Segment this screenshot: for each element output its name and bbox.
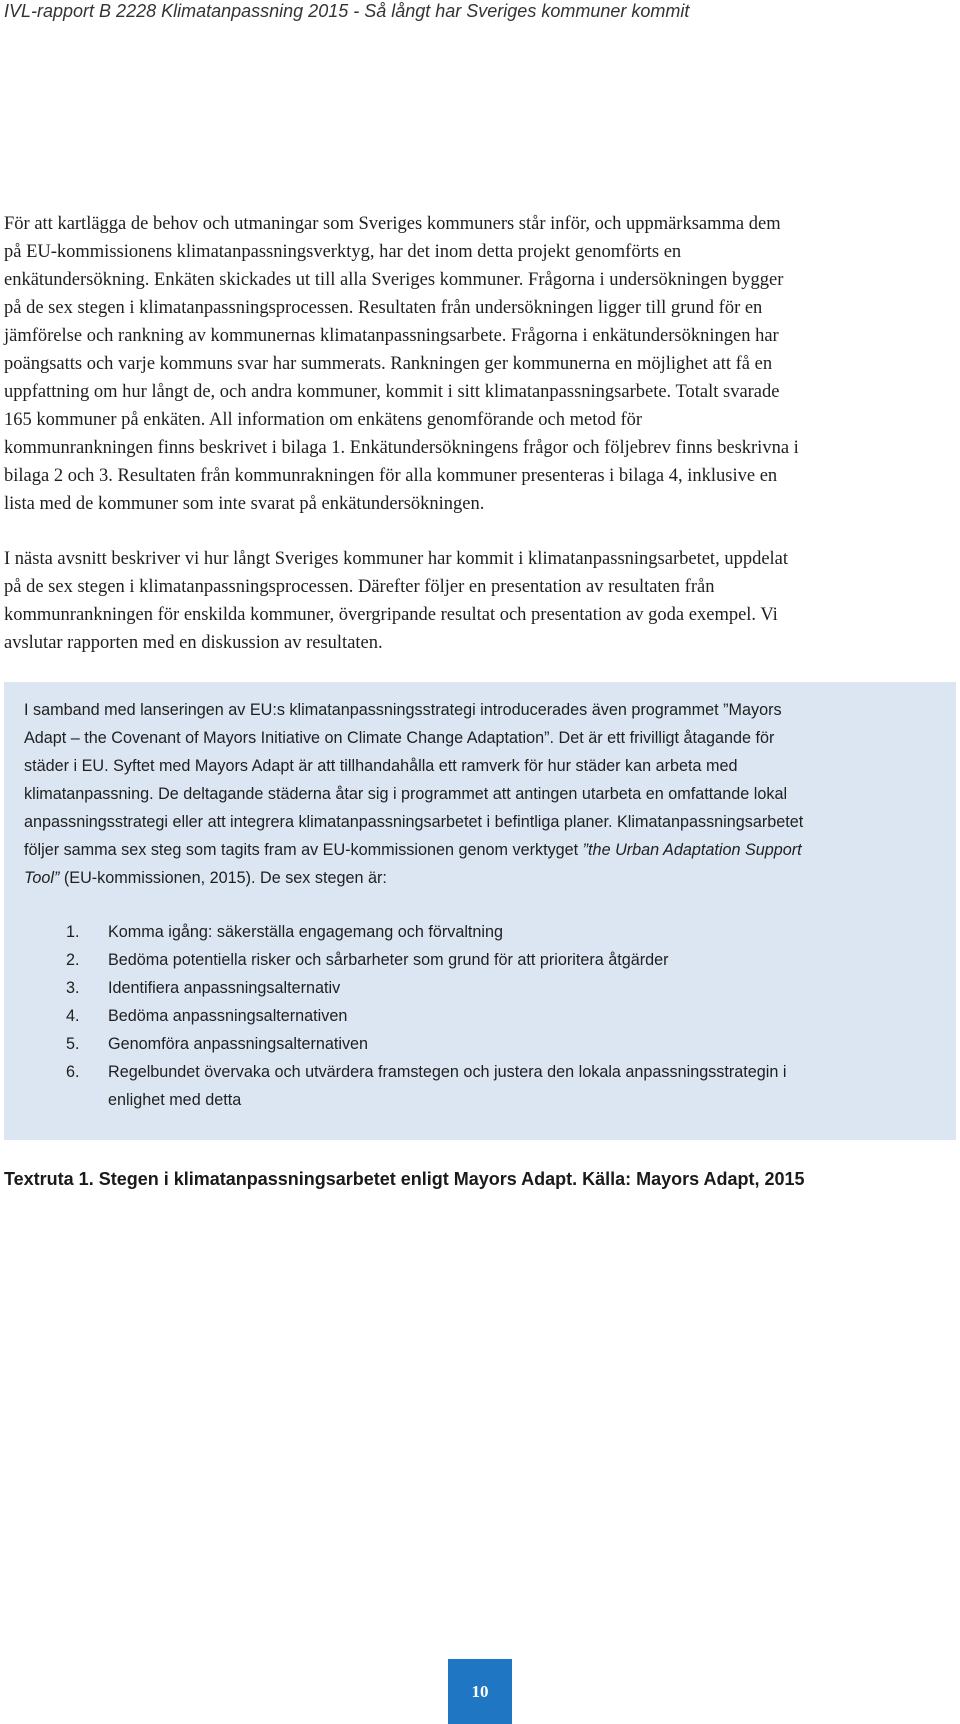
paragraph-line: kommunrankningen för enskilda kommuner, övergripande resultat och presentation av goda exempel. Vi (4, 605, 778, 625)
paragraph-line: I nästa avsnitt beskriver vi hur långt Sveriges kommuner har kommit i klimatanpassningsarbetet, uppdelat (4, 549, 789, 569)
step-number: 3. (66, 979, 80, 997)
paragraph-report-outline (4, 545, 954, 657)
paragraph-line: avslutar rapporten med en diskussion av resultaten. (4, 633, 383, 653)
paragraph-survey-intro (4, 210, 954, 518)
step-number: 6. (66, 1063, 80, 1081)
textbox-line: anpassningsstrategi eller att integrera klimatanpassningsarbetet i befintliga planer. Klimatanpassningsarbetet (24, 813, 804, 831)
step-text (108, 1030, 944, 1058)
paragraph-line: 165 kommuner på enkäten. All information om enkätens genomförande och metod för (4, 410, 643, 430)
paragraph-line: poängsatts och varje kommuns svar har summerats. Rankningen ger kommunerna en möjlighet att få en (4, 354, 773, 374)
step-line: Identifiera anpassningsalternativ (108, 979, 341, 997)
paragraph-line: lista med de kommuner som inte svarat på enkätundersökningen. (4, 494, 485, 514)
step-number: 1. (66, 923, 80, 941)
list-item (24, 1030, 944, 1058)
list-item (24, 1058, 944, 1114)
page-number: 10 (448, 1659, 512, 1724)
paragraph-line: på de sex stegen i klimatanpassningsprocessen. Därefter följer en presentation av resultaten från (4, 577, 715, 597)
step-line: enlighet med detta (108, 1091, 242, 1109)
textbox-text: följer samma sex steg som tagits fram av EU-kommissionen genom verktyget (24, 841, 583, 859)
step-line: Bedöma potentiella risker och sårbarheter som grund för att prioritera åtgärder (108, 951, 669, 969)
paragraph-line: enkätundersökning. Enkäten skickades ut till alla Sveriges kommuner. Frågorna i undersökningen bygger (4, 270, 784, 290)
paragraph-line: jämförelse och rankning av kommunernas klimatanpassningsarbete. Frågorna i enkätundersökningen har (4, 326, 779, 346)
textbox-line: klimatanpassning. De deltagande städerna åtar sig i programmet att antingen utarbeta en omfattande lokal (24, 785, 788, 803)
step-line: Bedöma anpassningsalternativen (108, 1007, 348, 1025)
paragraph-line: på de sex stegen i klimatanpassningsprocessen. Resultaten från undersökningen ligger till grund för en (4, 298, 763, 318)
paragraph-line: uppfattning om hur långt de, och andra kommuner, kommit i sitt klimatanpassningsarbete. Totalt svarade (4, 382, 780, 402)
step-line: Genomföra anpassningsalternativen (108, 1035, 369, 1053)
step-number: 5. (66, 1035, 80, 1053)
step-number: 2. (66, 951, 80, 969)
textbox-line: I samband med lanseringen av EU:s klimatanpassningsstrategi introducerades även programmet ”Mayors (24, 701, 782, 719)
paragraph-line: på EU-kommissionens klimatanpassningsverktyg, har det inom detta projekt genomförts en (4, 242, 682, 262)
step-text (108, 918, 944, 946)
textbox-line (24, 836, 944, 864)
tool-name-italic: Tool” (24, 869, 60, 887)
step-text (108, 1058, 944, 1114)
steps-list (24, 918, 944, 1114)
list-item (24, 918, 944, 946)
textbox-line: Adapt – the Covenant of Mayors Initiative on Climate Change Adaptation”. Det är ett frivilligt åtagande för (24, 729, 775, 747)
step-line: Regelbundet övervaka och utvärdera framstegen och justera den lokala anpassningsstrategin i (108, 1063, 787, 1081)
list-item (24, 946, 944, 974)
textbox-caption: Textruta 1. Stegen i klimatanpassningsarbetet enligt Mayors Adapt. Källa: Mayors Adapt, 2015 (4, 1169, 805, 1189)
step-text (108, 1002, 944, 1030)
step-line: Komma igång: säkerställa engagemang och förvaltning (108, 923, 504, 941)
textbox-text: (EU-kommissionen, 2015). De sex stegen är: (59, 869, 387, 887)
running-header: IVL-rapport B 2228 Klimatanpassning 2015 - Så långt har Sveriges kommuner kommit (4, 1, 690, 21)
textbox-line: städer i EU. Syftet med Mayors Adapt är att tillhandahålla ett ramverk för hur städer kan arbeta med (24, 757, 738, 775)
textbox-line (24, 864, 944, 892)
step-text (108, 974, 944, 1002)
list-item (24, 974, 944, 1002)
paragraph-line: kommunrankningen finns beskrivet i bilaga 1. Enkätundersökningens frågor och följebrev finns beskrivna i (4, 438, 799, 458)
textbox-body (24, 696, 944, 892)
paragraph-line: För att kartlägga de behov och utmaningar som Sveriges kommuners står inför, och uppmärksamma dem (4, 214, 781, 234)
tool-name-italic: ”the Urban Adaptation Support (582, 841, 802, 859)
list-item (24, 1002, 944, 1030)
step-text (108, 946, 944, 974)
paragraph-line: bilaga 2 och 3. Resultaten från kommunrakningen för alla kommuner presenteras i bilaga 4, inklusive en (4, 466, 778, 486)
step-number: 4. (66, 1007, 80, 1025)
